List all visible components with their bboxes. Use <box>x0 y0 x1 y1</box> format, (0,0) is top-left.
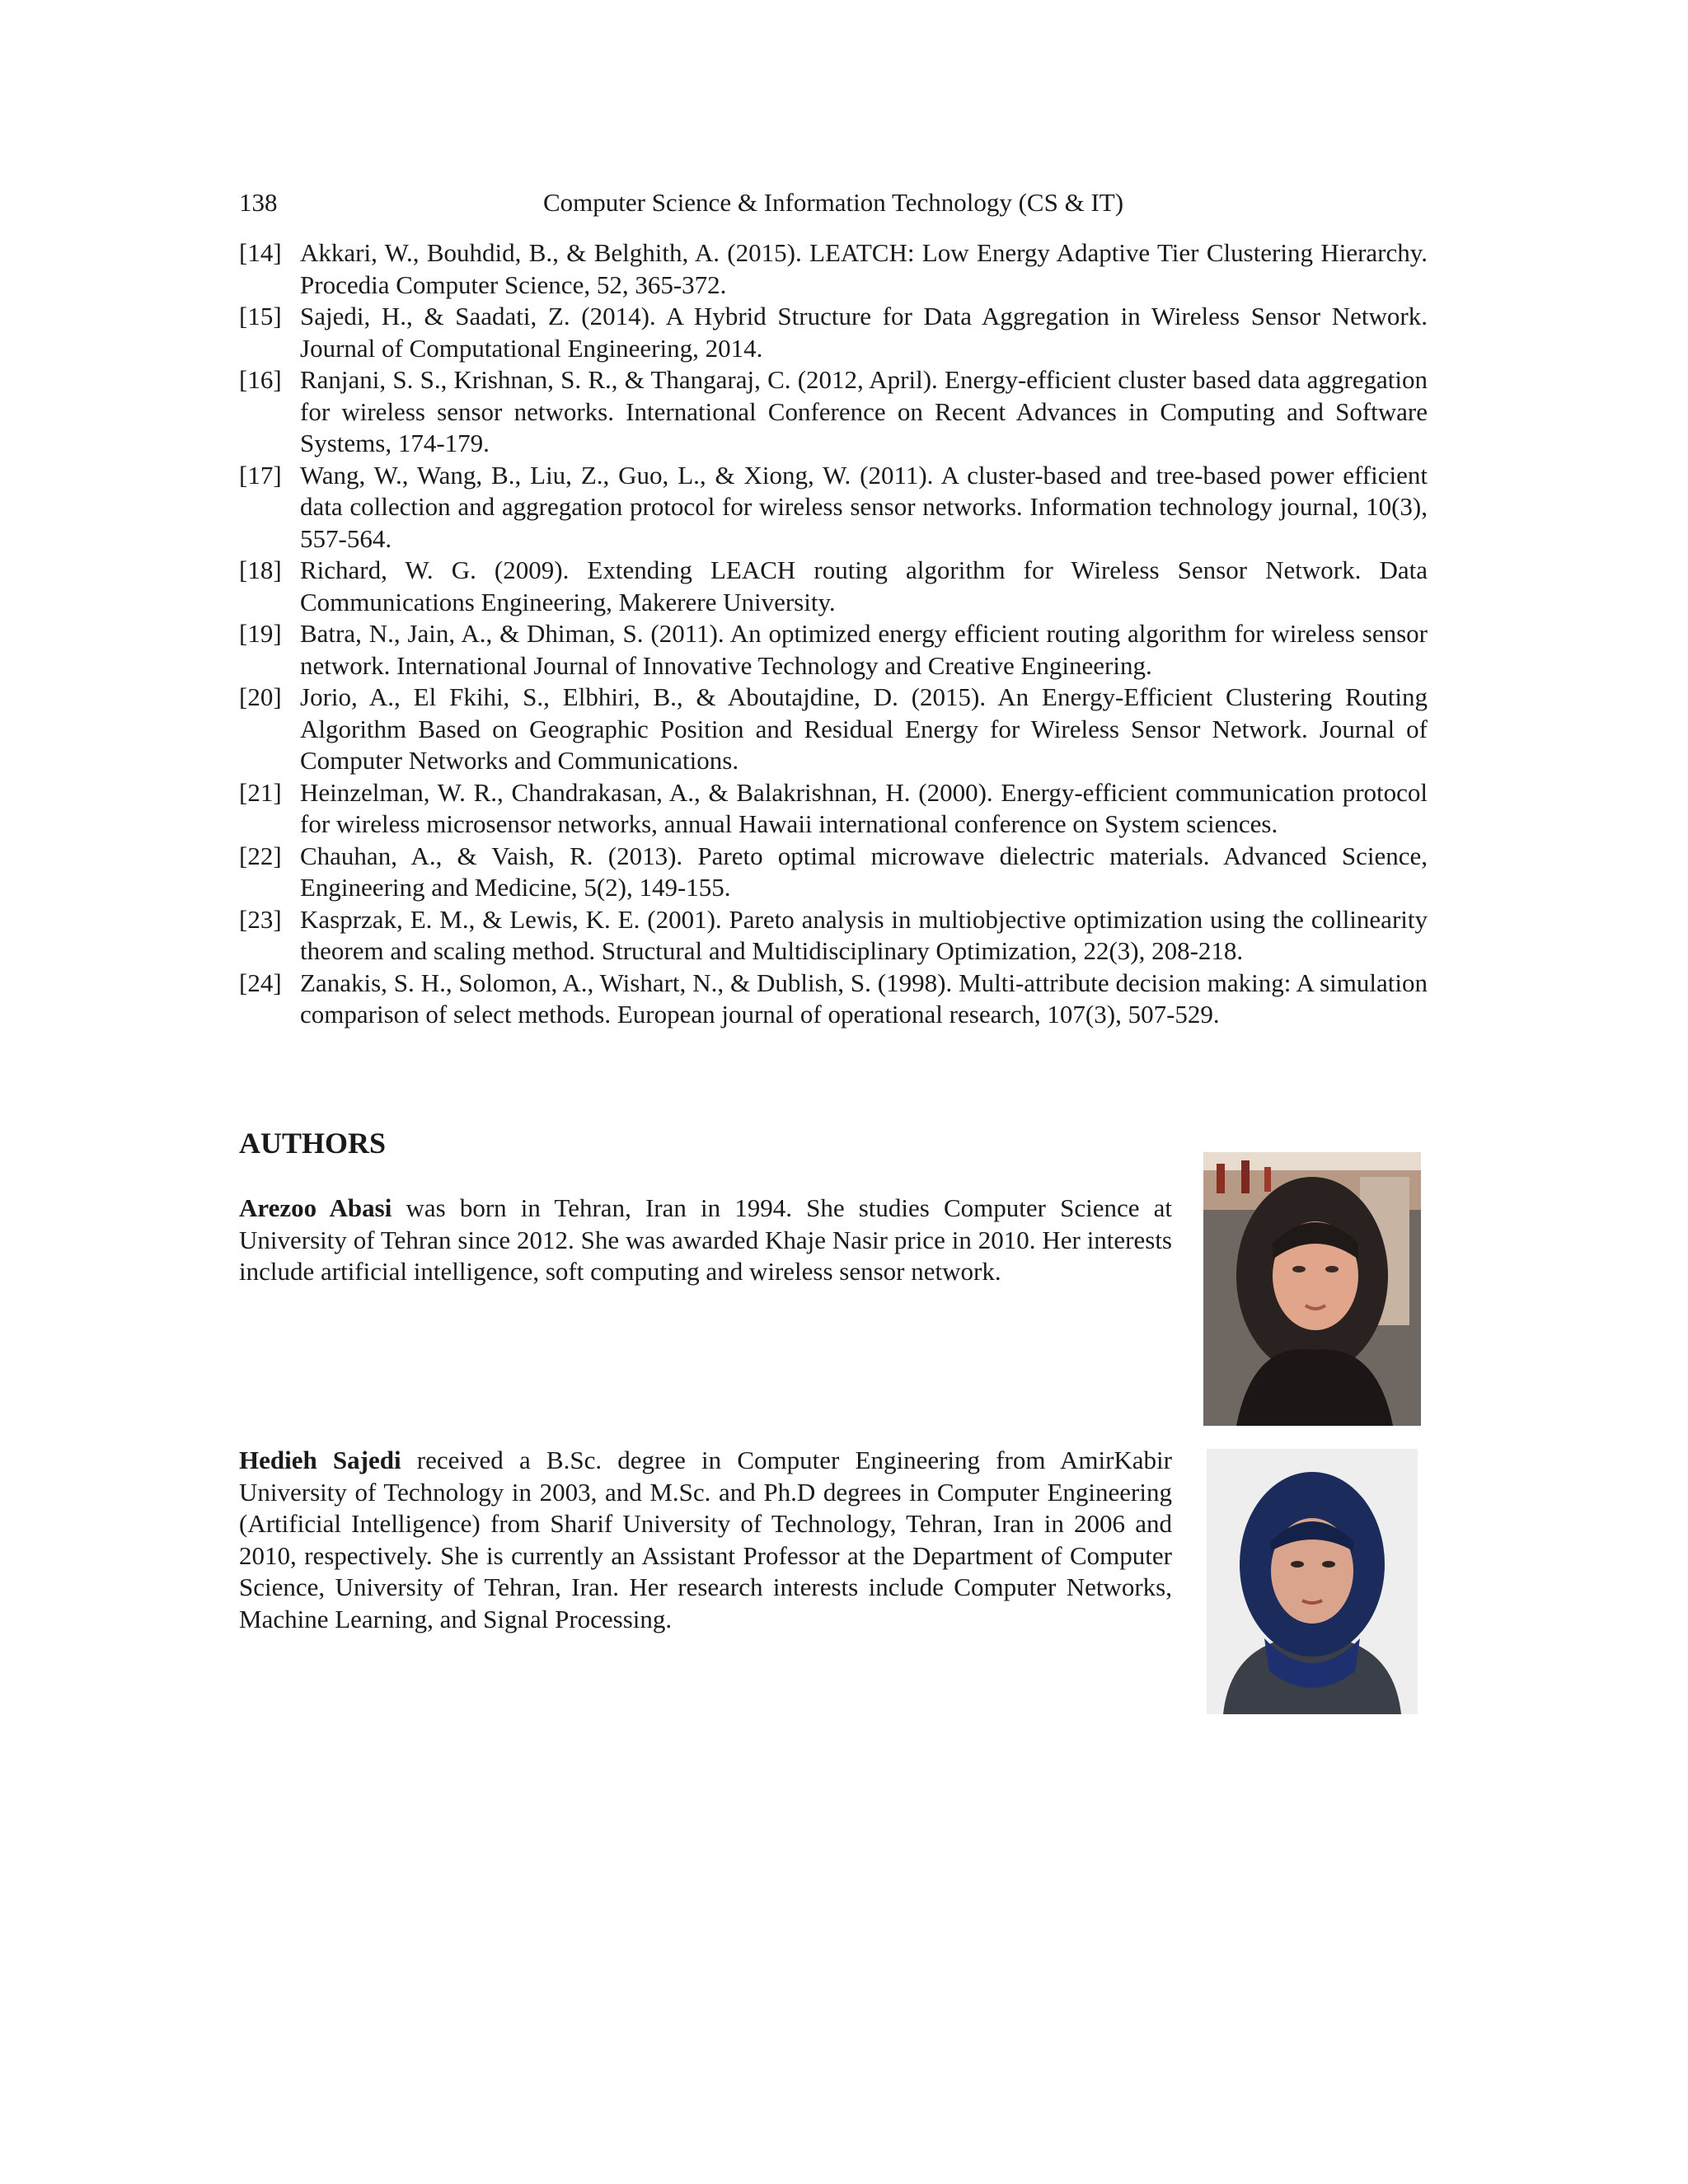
reference-text: Ranjani, S. S., Krishnan, S. R., & Thangaraj, C. (2012, April). Energy-efficient cluster based data aggregation for wireless sensor networks. International Conference on Recent Advances in Computing and Software Systems, 174-179. <box>300 365 1428 457</box>
reference-number: [17] <box>239 460 282 490</box>
reference-item <box>239 968 1428 1031</box>
reference-text: Jorio, A., El Fkihi, S., Elbhiri, B., & Aboutajdine, D. (2015). An Energy-Efficient Clustering Routing Algorithm Based on Geographic Position and Residual Energy for Wireless Sensor Network. Journal of Computer Networks and Communications. <box>300 682 1428 775</box>
reference-item <box>239 237 1428 301</box>
reference-number: [14] <box>239 238 282 267</box>
reference-number: [23] <box>239 904 282 934</box>
reference-number: [15] <box>239 302 282 330</box>
reference-item <box>239 618 1428 682</box>
author-bio <box>239 1445 1172 1635</box>
reference-number: [22] <box>239 841 282 870</box>
page-header <box>239 185 1428 221</box>
author-bio-text: was born in Tehran, Iran in 1994. She studies Computer Science at University of Tehran since 2012. She was awarded Khaje Nasir price in 2010. Her interests include artificial intelligence, soft computing and wireless sensor network. <box>239 1193 1172 1286</box>
reference-text: Richard, W. G. (2009). Extending LEACH routing algorithm for Wireless Sensor Network. Data Communications Engineering, Makerere University. <box>300 555 1428 616</box>
reference-item <box>239 841 1428 904</box>
reference-number: [24] <box>239 968 282 997</box>
running-title: Computer Science & Information Technology (CS & IT) <box>542 188 1124 217</box>
reference-number: [21] <box>239 777 282 807</box>
author-photo-image <box>1203 1152 1421 1426</box>
author-name: Arezoo Abasi <box>239 1193 392 1222</box>
reference-list <box>239 237 1428 1031</box>
reference-text: Batra, N., Jain, A., & Dhiman, S. (2011). An optimized energy efficient routing algorithm for wireless sensor network. International Journal of Innovative Technology and Creative Engineering. <box>300 619 1428 680</box>
reference-number: [19] <box>239 619 282 648</box>
reference-item <box>239 682 1428 777</box>
reference-text: Sajedi, H., & Saadati, Z. (2014). A Hybrid Structure for Data Aggregation in Wireless Sensor Network. Journal of Computational Engineering, 2014. <box>300 302 1428 363</box>
reference-text: Chauhan, A., & Vaish, R. (2013). Pareto optimal microwave dielectric materials. Advanced Science, Engineering and Medicine, 5(2), 149-155. <box>300 841 1428 902</box>
reference-number: [16] <box>239 365 282 394</box>
reference-item <box>239 777 1428 841</box>
author-bio-text: received a B.Sc. degree in Computer Engineering from AmirKabir University of Technology in 2003, and M.Sc. and Ph.D degrees in Computer Engineering (Artificial Intelligence) from Sharif University of Technology, Tehran, Iran in 2006 and 2010, respectively. She is currently an Assistant Professor at the Department of Computer Science, University of Tehran, Iran. Her research interests include Computer Networks, Machine Learning, and Signal Processing. <box>239 1446 1172 1633</box>
author-photo <box>1207 1449 1418 1714</box>
authors-heading: AUTHORS <box>239 1127 387 1160</box>
reference-text: Kasprzak, E. M., & Lewis, K. E. (2001). Pareto analysis in multiobjective optimization using the collinearity theorem and scaling method. Structural and Multidisciplinary Optimization, 22(3), 208-218. <box>300 904 1428 965</box>
reference-item <box>239 364 1428 460</box>
author-bio <box>239 1193 1172 1288</box>
reference-item <box>239 301 1428 364</box>
reference-text: Akkari, W., Bouhdid, B., & Belghith, A. (2015). LEATCH: Low Energy Adaptive Tier Clustering Hierarchy. Procedia Computer Science, 52, 365-372. <box>300 238 1428 299</box>
reference-item <box>239 555 1428 618</box>
reference-text: Heinzelman, W. R., Chandrakasan, A., & Balakrishnan, H. (2000). Energy-efficient communication protocol for wireless microsensor networks, annual Hawaii international conference on System sciences. <box>300 777 1428 838</box>
author-photo-image <box>1207 1449 1418 1714</box>
reference-number: [20] <box>239 682 282 711</box>
author-name: Hedieh Sajedi <box>239 1446 401 1474</box>
reference-number: [18] <box>239 555 282 584</box>
reference-text: Zanakis, S. H., Solomon, A., Wishart, N., & Dublish, S. (1998). Multi-attribute decision making: A simulation comparison of select methods. European journal of operational research, 107(3), 507-529. <box>300 968 1428 1029</box>
author-photo <box>1203 1152 1421 1426</box>
reference-item <box>239 460 1428 555</box>
page-number: 138 <box>239 188 278 217</box>
reference-text: Wang, W., Wang, B., Liu, Z., Guo, L., & Xiong, W. (2011). A cluster-based and tree-based power efficient data collection and aggregation protocol for wireless sensor networks. Information technology journal, 10(3), 557-564. <box>300 460 1428 553</box>
reference-item <box>239 904 1428 968</box>
